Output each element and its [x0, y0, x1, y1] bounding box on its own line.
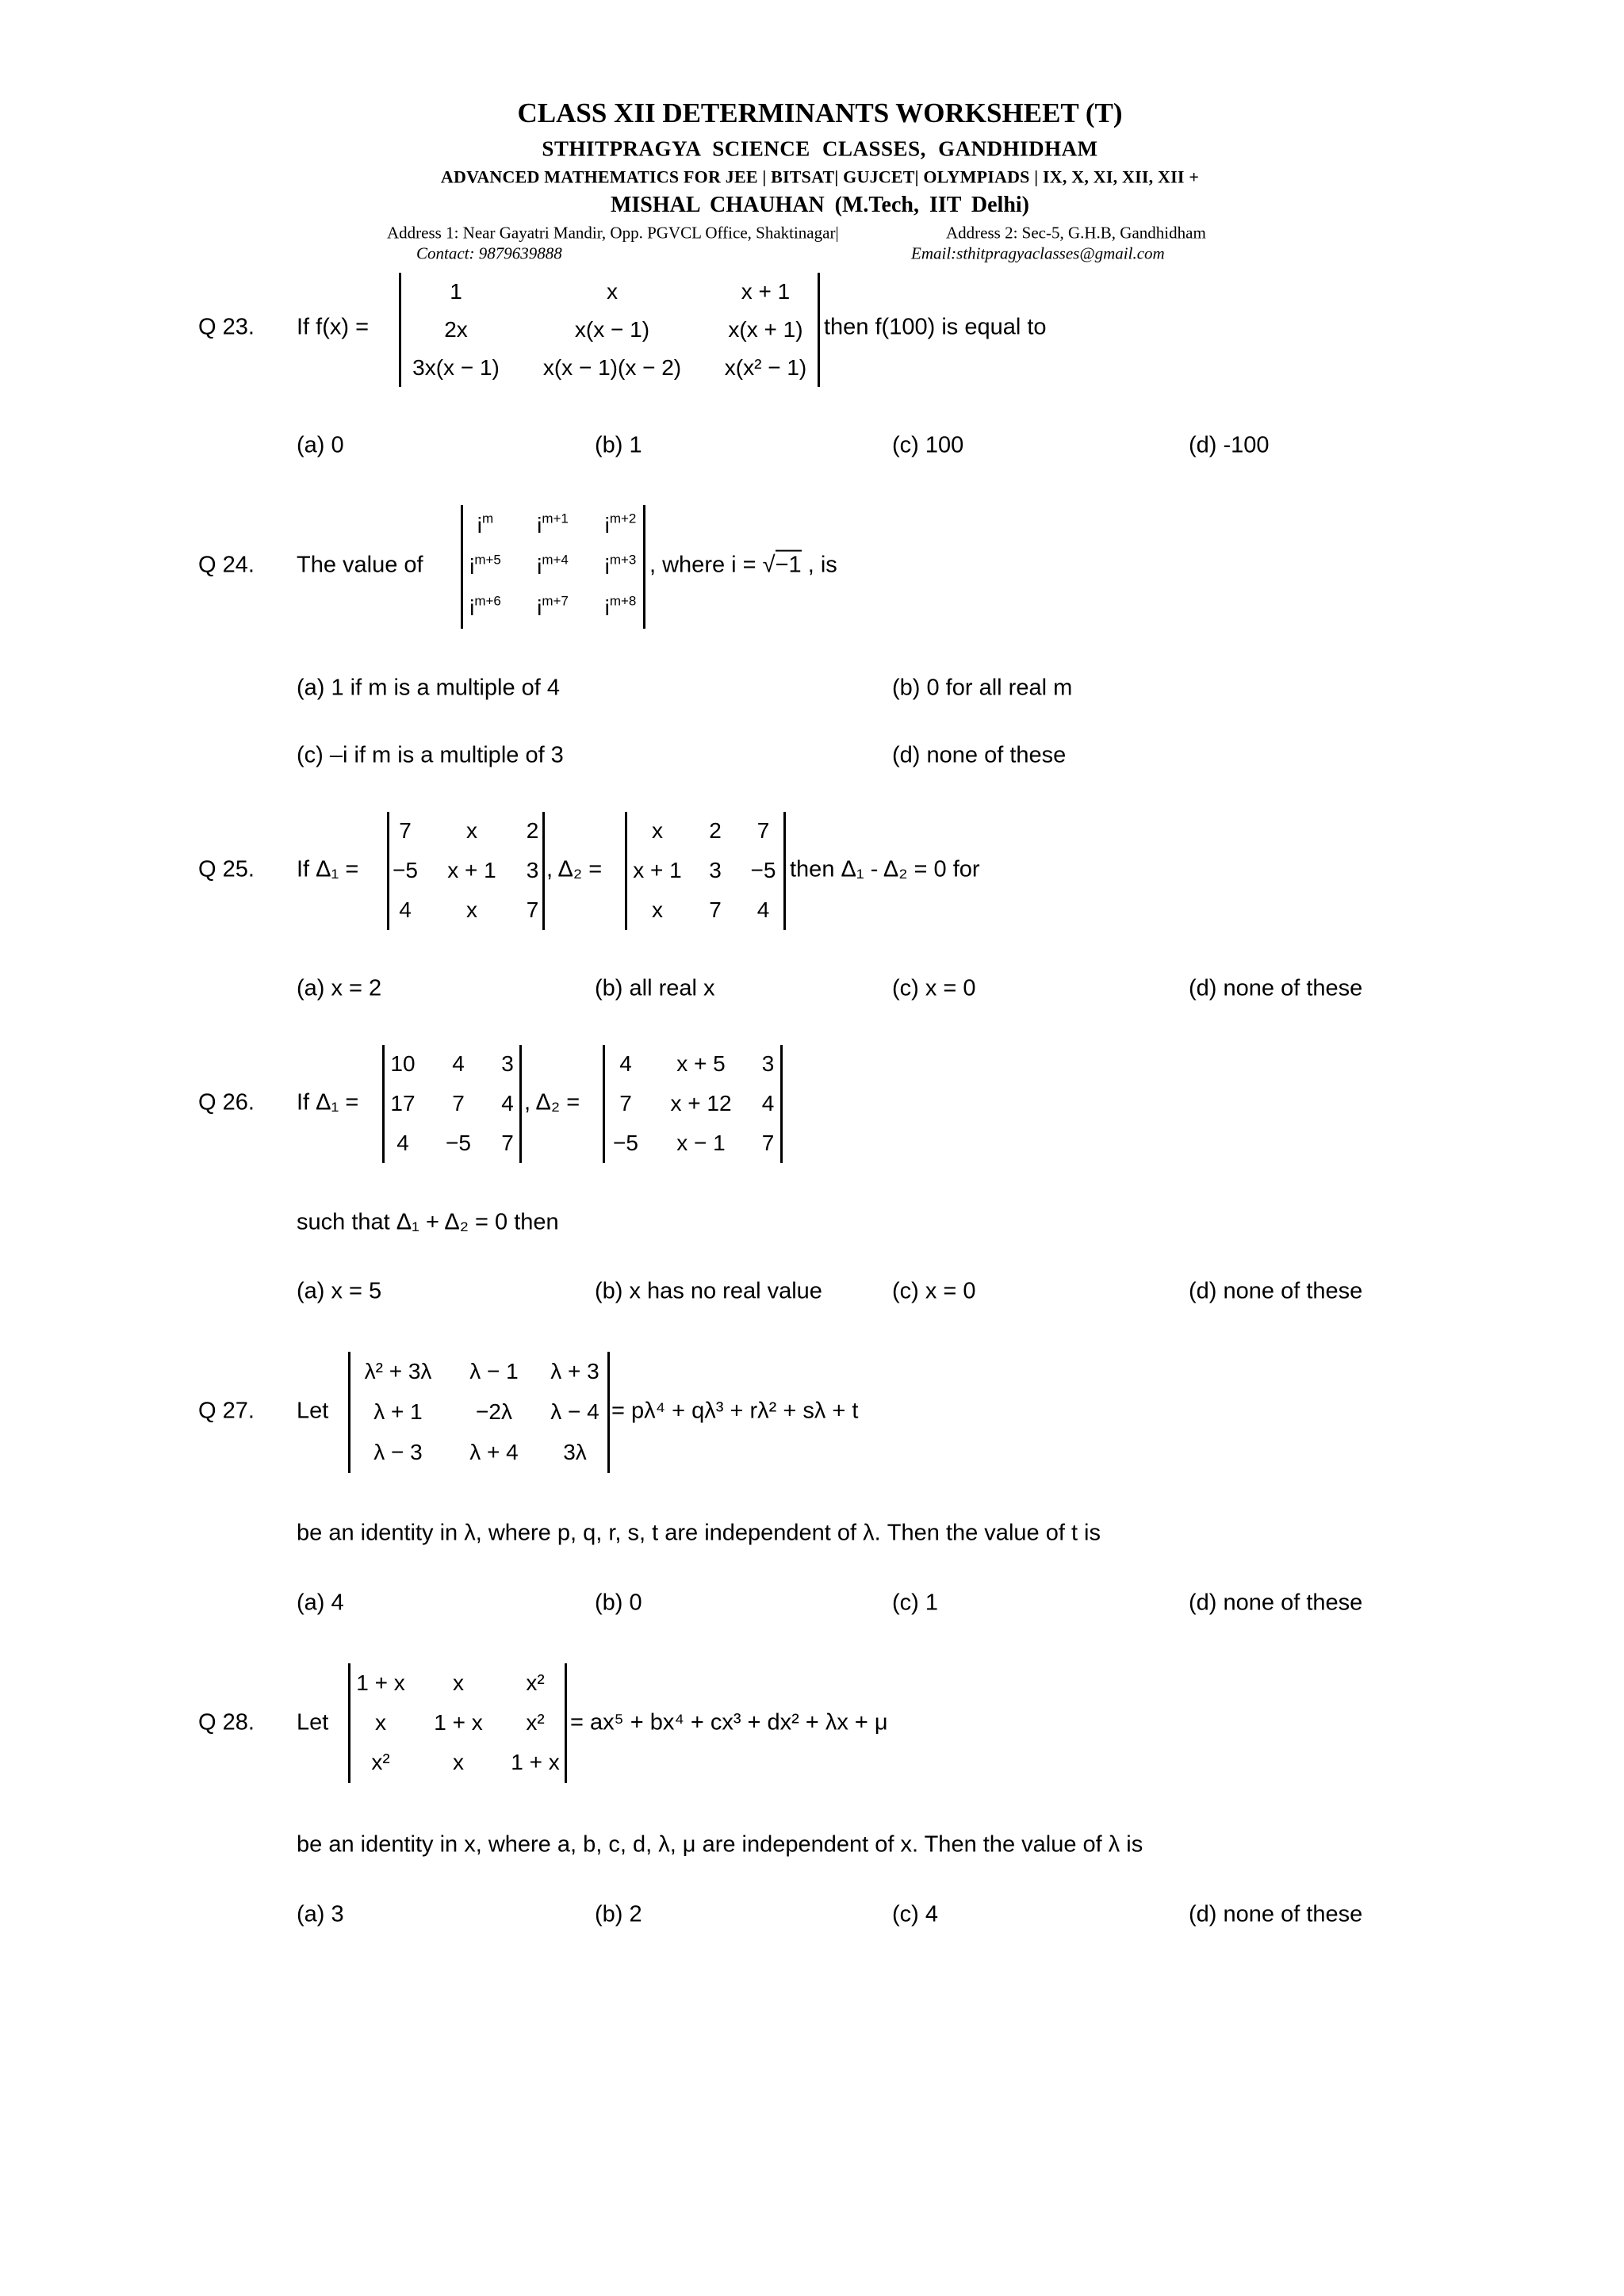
determinant-2	[603, 1045, 783, 1163]
option-b: (b) 0 for all real m	[892, 675, 1073, 701]
det-cell: 7	[501, 1130, 514, 1155]
det-cell: λ − 1	[469, 1359, 519, 1384]
question-prefix: If Δ₁ =	[297, 856, 359, 882]
option-b: (b) 0	[595, 1590, 642, 1616]
option-c: (c) 100	[892, 432, 964, 458]
det-cell: 2	[709, 818, 722, 844]
det-cell: x²	[371, 1750, 390, 1775]
question-number: Q 25.	[198, 856, 255, 882]
det-cell: x	[652, 818, 663, 844]
det-cell: x	[652, 897, 663, 922]
det-cell: 2x	[444, 316, 468, 342]
power-base: i	[469, 595, 475, 620]
question-number: Q 24.	[198, 552, 255, 578]
question-suffix: = ax⁵ + bx⁴ + cx³ + dx² + λx + μ	[570, 1709, 888, 1735]
question-number: Q 27.	[198, 1398, 255, 1424]
det-cell: λ + 3	[550, 1359, 599, 1384]
option-c: (c) x = 0	[892, 1278, 976, 1304]
det-cell: 1 + x	[511, 1750, 560, 1775]
det-cell: x(x + 1)	[728, 316, 803, 342]
det-cell	[604, 510, 637, 538]
option-c: (c) –i if m is a multiple of 3	[297, 742, 564, 768]
question-mid-text: , Δ₂ =	[524, 1089, 580, 1115]
power-base: i	[477, 512, 483, 538]
option-d: (d) none of these	[1189, 1901, 1363, 1927]
question-prefix: Let	[297, 1709, 329, 1735]
question-number: Q 28.	[198, 1709, 255, 1735]
question-suffix	[649, 552, 837, 580]
option-b: (b) all real x	[595, 975, 715, 1001]
option-c: (c) x = 0	[892, 975, 976, 1001]
option-a: (a) 3	[297, 1901, 344, 1927]
det-cell	[477, 510, 494, 538]
det-cell	[604, 551, 637, 580]
question-suffix: then f(100) is equal to	[824, 314, 1047, 340]
det-cell: 4	[399, 897, 412, 922]
det-cell: −5	[393, 858, 418, 883]
det-cell: λ + 1	[373, 1399, 423, 1425]
question-prefix: The value of	[297, 552, 423, 578]
power-base: i	[537, 553, 542, 579]
question-suffix: then Δ₁ - Δ₂ = 0 for	[790, 856, 980, 882]
det-cell: 3	[526, 858, 539, 883]
determinant-2	[625, 812, 786, 930]
radicand: −1	[776, 550, 802, 578]
det-cell: x	[453, 1670, 464, 1695]
question-prefix: If f(x) =	[297, 314, 370, 340]
institute-name: STHITPRAGYA SCIENCE CLASSES, GANDHIDHAM	[542, 136, 1098, 161]
det-cell: x	[466, 897, 477, 922]
option-a: (a) x = 2	[297, 975, 382, 1001]
author-line: MISHAL CHAUHAN (M.Tech, IIT Delhi)	[610, 192, 1030, 217]
question-mid-text: , Δ₂ =	[546, 856, 603, 882]
det-cell: λ − 4	[550, 1399, 599, 1425]
det-cell: 3	[709, 858, 722, 883]
det-cell: 7	[619, 1091, 632, 1116]
det-cell: 1 + x	[356, 1670, 405, 1695]
determinant-1	[387, 812, 545, 930]
option-d: (d) none of these	[1189, 975, 1363, 1001]
det-cell: x + 1	[741, 278, 791, 304]
option-d: (d) none of these	[1189, 1590, 1363, 1616]
det-cell: x + 5	[676, 1051, 726, 1077]
power-exponent: m+8	[609, 592, 637, 608]
det-cell: −5	[613, 1130, 638, 1155]
det-cell: 4	[452, 1051, 465, 1077]
det-cell: −5	[750, 858, 776, 883]
det-cell	[537, 592, 569, 621]
address-1: Address 1: Near Gayatri Mandir, Opp. PGVCL Office, Shaktinagar|	[387, 223, 839, 243]
suffix-start: , where i =	[649, 552, 763, 578]
det-cell: 3x(x − 1)	[412, 354, 500, 380]
det-cell: 4	[501, 1091, 514, 1116]
question-number: Q 26.	[198, 1089, 255, 1115]
det-cell: 3	[501, 1051, 514, 1077]
question-suffix: = pλ⁴ + qλ³ + rλ² + sλ + t	[611, 1398, 859, 1424]
det-cell: 7	[761, 1130, 775, 1155]
question-note: be an identity in x, where a, b, c, d, λ, μ are independent of x. Then the value of λ is	[297, 1831, 1143, 1858]
det-cell	[469, 592, 501, 621]
suffix-end: , is	[801, 552, 837, 578]
power-exponent: m	[482, 510, 494, 526]
option-d: (d) none of these	[892, 742, 1067, 768]
det-cell: 4	[756, 897, 770, 922]
option-b: (b) x has no real value	[595, 1278, 822, 1304]
det-cell: x(x² − 1)	[724, 354, 807, 380]
radical-sign: √	[762, 552, 776, 578]
det-cell: 10	[390, 1051, 416, 1077]
option-b: (b) 2	[595, 1901, 642, 1927]
det-cell: 2	[526, 818, 539, 844]
det-cell: 3	[761, 1051, 775, 1077]
question-note: such that Δ₁ + Δ₂ = 0 then	[297, 1209, 559, 1235]
determinant	[399, 273, 820, 387]
det-cell: x	[375, 1710, 386, 1735]
det-cell: 1 + x	[434, 1710, 483, 1735]
det-cell	[604, 592, 637, 621]
determinant-1	[382, 1045, 522, 1163]
option-a: (a) 1 if m is a multiple of 4	[297, 675, 560, 701]
det-cell: 17	[390, 1091, 416, 1116]
option-c: (c) 1	[892, 1590, 938, 1616]
det-cell: x²	[526, 1670, 545, 1695]
power-base: i	[537, 512, 542, 538]
det-cell: 4	[761, 1091, 775, 1116]
tagline: ADVANCED MATHEMATICS FOR JEE | BITSAT| GUJCET| OLYMPIADS | IX, X, XI, XII, XII +	[440, 166, 1200, 187]
power-base: i	[469, 553, 475, 579]
option-a: (a) x = 5	[297, 1278, 382, 1304]
question-prefix: If Δ₁ =	[297, 1089, 359, 1115]
det-cell: 7	[709, 897, 722, 922]
power-exponent: m+6	[474, 592, 501, 608]
question-prefix: Let	[297, 1398, 329, 1424]
det-cell: x + 1	[633, 858, 682, 883]
power-base: i	[604, 553, 610, 579]
power-exponent: m+4	[542, 551, 569, 567]
det-cell: 7	[756, 818, 770, 844]
power-exponent: m+5	[474, 551, 501, 567]
det-cell: x²	[526, 1710, 545, 1735]
det-cell	[537, 551, 569, 580]
option-d: (d) -100	[1189, 432, 1270, 458]
det-cell: 4	[619, 1051, 632, 1077]
determinant	[348, 1352, 610, 1473]
det-cell: 1	[450, 278, 462, 304]
det-cell: 7	[526, 897, 539, 922]
contact-email: Email:sthitpragyaclasses@gmail.com	[911, 243, 1165, 263]
power-exponent: m+2	[609, 510, 637, 526]
det-cell: x − 1	[676, 1130, 726, 1155]
power-exponent: m+3	[609, 551, 637, 567]
power-base: i	[604, 595, 610, 620]
contact-number: Contact: 9879639888	[416, 243, 562, 263]
power-exponent: m+1	[542, 510, 569, 526]
power-base: i	[604, 512, 610, 538]
det-cell: −2λ	[476, 1399, 512, 1425]
question-number: Q 23.	[198, 314, 255, 340]
option-a: (a) 0	[297, 432, 344, 458]
option-d: (d) none of these	[1189, 1278, 1363, 1304]
det-cell: x + 1	[447, 858, 496, 883]
det-cell: x + 12	[670, 1091, 732, 1116]
worksheet-title: CLASS XII DETERMINANTS WORKSHEET (T)	[517, 97, 1123, 128]
det-cell: 3λ	[563, 1440, 587, 1465]
det-cell: λ² + 3λ	[364, 1359, 432, 1384]
option-a: (a) 4	[297, 1590, 344, 1616]
det-cell: −5	[446, 1130, 471, 1155]
det-cell: λ − 3	[373, 1440, 423, 1465]
det-cell: x	[607, 278, 618, 304]
det-cell: 7	[399, 818, 412, 844]
det-cell: 4	[396, 1130, 409, 1155]
det-cell	[469, 551, 501, 580]
power-exponent: m+7	[542, 592, 569, 608]
question-note: be an identity in λ, where p, q, r, s, t are independent of λ. Then the value of t is	[297, 1520, 1101, 1546]
determinant	[461, 505, 645, 629]
det-cell: λ + 4	[469, 1440, 519, 1465]
det-cell: x	[466, 818, 477, 844]
option-c: (c) 4	[892, 1901, 938, 1927]
det-cell	[537, 510, 569, 538]
det-cell: x(x − 1)	[574, 316, 650, 342]
det-cell: 7	[452, 1091, 465, 1116]
determinant	[348, 1663, 567, 1783]
option-b: (b) 1	[595, 432, 642, 458]
address-2: Address 2: Sec-5, G.H.B, Gandhidham	[946, 223, 1206, 243]
power-base: i	[537, 595, 542, 620]
det-cell: x(x − 1)(x − 2)	[542, 354, 682, 380]
det-cell: x	[453, 1750, 464, 1775]
